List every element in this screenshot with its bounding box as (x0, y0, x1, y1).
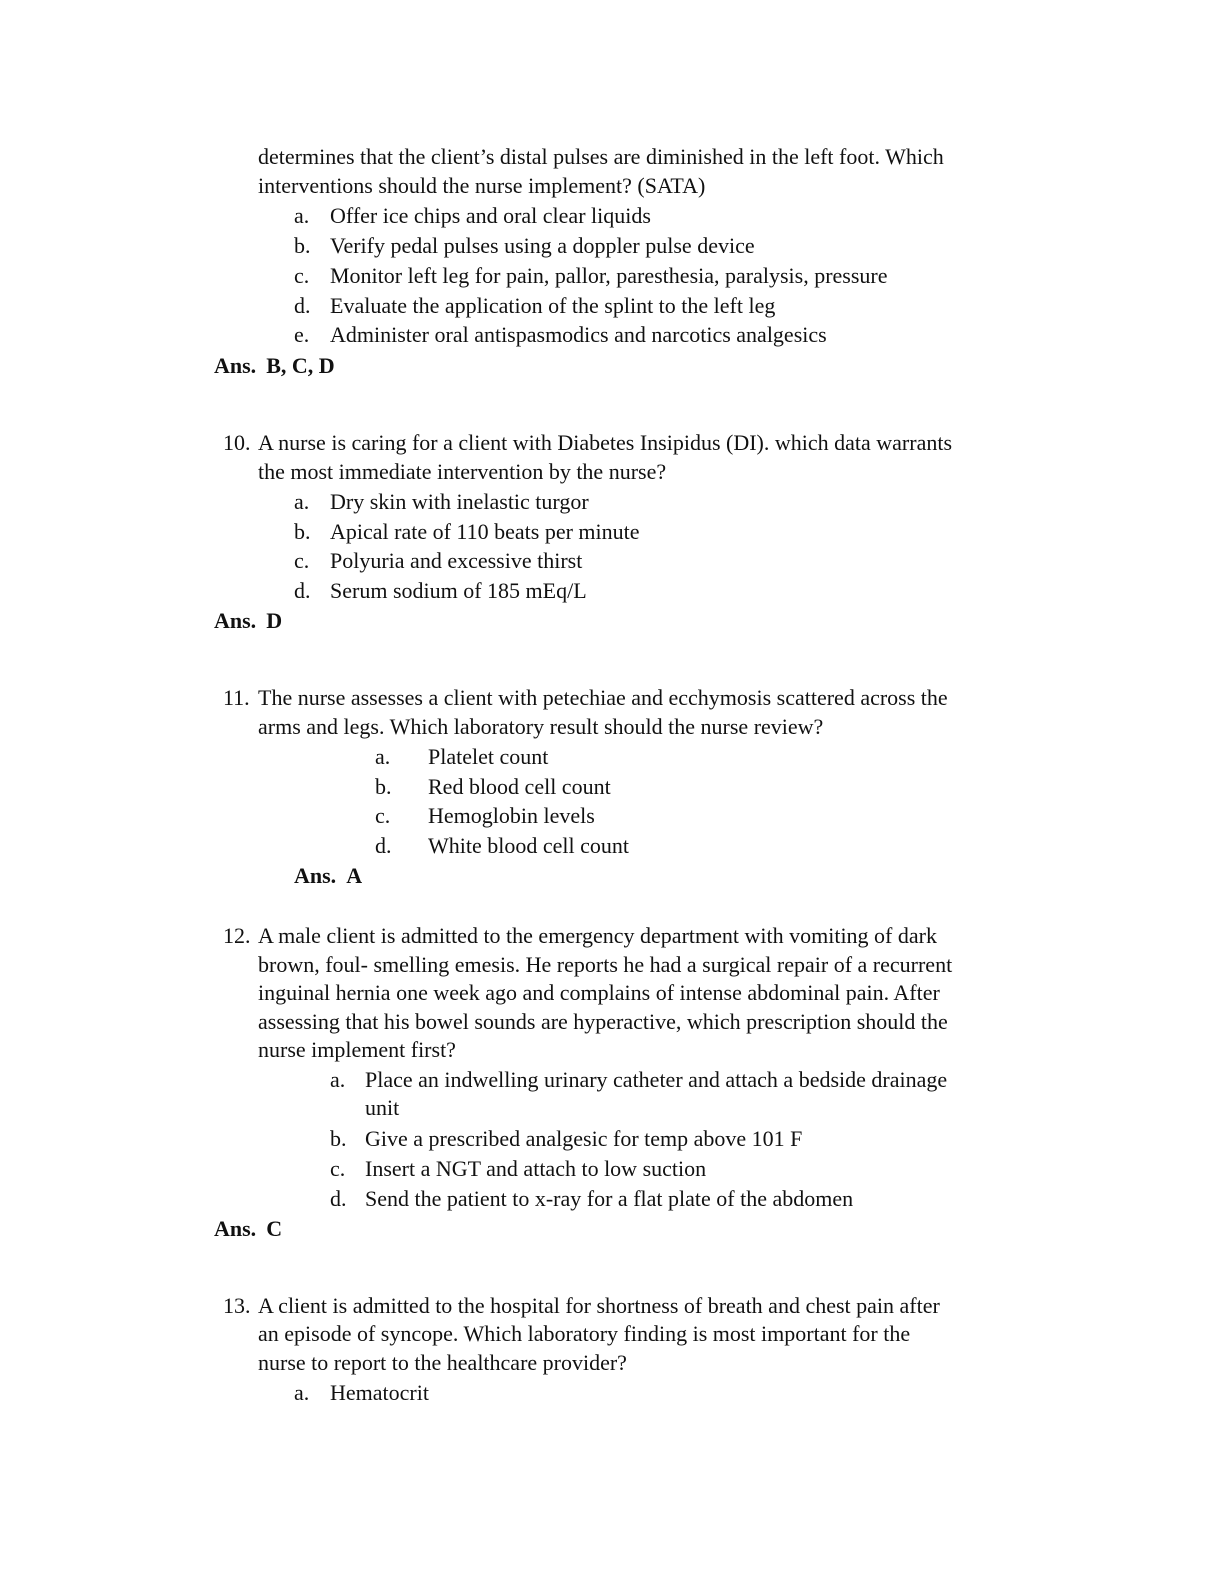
question-9-stem-line-1: determines that the client’s distal pulses are diminished in the left foot. Which (258, 144, 944, 169)
option-text: Administer oral antispasmodics and narcotics analgesics (330, 322, 827, 347)
option-letter: c. (375, 803, 391, 828)
option-text: Send the patient to x-ray for a flat plate of the abdomen (365, 1186, 854, 1211)
question-12-stem-line-2: brown, foul- smelling emesis. He reports he had a surgical repair of a recurrent (258, 952, 953, 977)
option-letter: d. (294, 578, 311, 603)
question-13-stem-line-3: nurse to report to the healthcare provider? (258, 1350, 627, 1375)
option-text: Insert a NGT and attach to low suction (365, 1156, 707, 1181)
option-text: Evaluate the application of the splint to the left leg (330, 293, 776, 318)
option-text: Monitor left leg for pain, pallor, paresthesia, paralysis, pressure (330, 263, 888, 288)
question-10-stem-line-1: A nurse is caring for a client with Diabetes Insipidus (DI). which data warrants (258, 430, 953, 455)
answer-label: Ans. (214, 608, 257, 633)
question-9-stem-line-2: interventions should the nurse implement? (SATA) (258, 173, 706, 198)
option-text: Platelet count (428, 744, 549, 769)
option-text: Hematocrit (330, 1380, 429, 1405)
question-number: 10. (223, 430, 251, 455)
option-text: Offer ice chips and oral clear liquids (330, 203, 651, 228)
question-12-stem-line-4: assessing that his bowel sounds are hyperactive, which prescription should the (258, 1009, 948, 1034)
option-text: Hemoglobin levels (428, 803, 595, 828)
option-letter: d. (375, 833, 392, 858)
question-11-stem-line-1: The nurse assesses a client with petechiae and ecchymosis scattered across the (258, 685, 948, 710)
question-13-stem-line-2: an episode of syncope. Which laboratory finding is most important for the (258, 1321, 911, 1346)
question-11-stem-line-2: arms and legs. Which laboratory result should the nurse review? (258, 714, 824, 739)
question-10-stem-line-2: the most immediate intervention by the nurse? (258, 459, 667, 484)
question-12-answer (214, 1214, 282, 1244)
answer-value: B, C, D (266, 353, 335, 378)
option-letter: b. (330, 1126, 347, 1151)
answer-value: A (346, 863, 363, 888)
option-letter: c. (330, 1156, 346, 1181)
option-letter: b. (294, 233, 311, 258)
option-letter: c. (294, 263, 310, 288)
question-11-answer (294, 861, 362, 891)
question-12-stem-line-3: inguinal hernia one week ago and complains of intense abdominal pain. After (258, 980, 940, 1005)
question-12-stem-line-5: nurse implement first? (258, 1037, 456, 1062)
option-letter: a. (294, 489, 310, 514)
option-text: Serum sodium of 185 mEq/L (330, 578, 587, 603)
option-letter: b. (294, 519, 311, 544)
option-letter: d. (294, 293, 311, 318)
option-letter: a. (375, 744, 391, 769)
option-text-continued: unit (365, 1095, 400, 1120)
option-letter: a. (294, 1380, 310, 1405)
option-text: Apical rate of 110 beats per minute (330, 519, 640, 544)
question-10-answer (214, 606, 282, 636)
answer-value: D (266, 608, 283, 633)
question-9-answer (214, 351, 335, 381)
option-text: Polyuria and excessive thirst (330, 548, 583, 573)
question-number: 11. (223, 685, 250, 710)
option-letter: e. (294, 322, 310, 347)
answer-label: Ans. (214, 353, 257, 378)
option-text: Verify pedal pulses using a doppler pulse device (330, 233, 755, 258)
option-text: Dry skin with inelastic turgor (330, 489, 589, 514)
answer-label: Ans. (214, 1216, 257, 1241)
answer-value: C (266, 1216, 283, 1241)
option-letter: c. (294, 548, 310, 573)
option-letter: d. (330, 1186, 347, 1211)
option-letter: a. (294, 203, 310, 228)
option-text: Give a prescribed analgesic for temp above 101 F (365, 1126, 803, 1151)
question-12-stem-line-1: A male client is admitted to the emergency department with vomiting of dark (258, 923, 937, 948)
question-number: 13. (223, 1293, 251, 1318)
option-text: Place an indwelling urinary catheter and attach a bedside drainage (365, 1067, 948, 1092)
option-letter: a. (330, 1067, 346, 1092)
option-text: White blood cell count (428, 833, 629, 858)
question-13-stem-line-1: A client is admitted to the hospital for shortness of breath and chest pain after (258, 1293, 940, 1318)
question-number: 12. (223, 923, 251, 948)
option-text: Red blood cell count (428, 774, 611, 799)
answer-label: Ans. (294, 863, 337, 888)
option-letter: b. (375, 774, 392, 799)
